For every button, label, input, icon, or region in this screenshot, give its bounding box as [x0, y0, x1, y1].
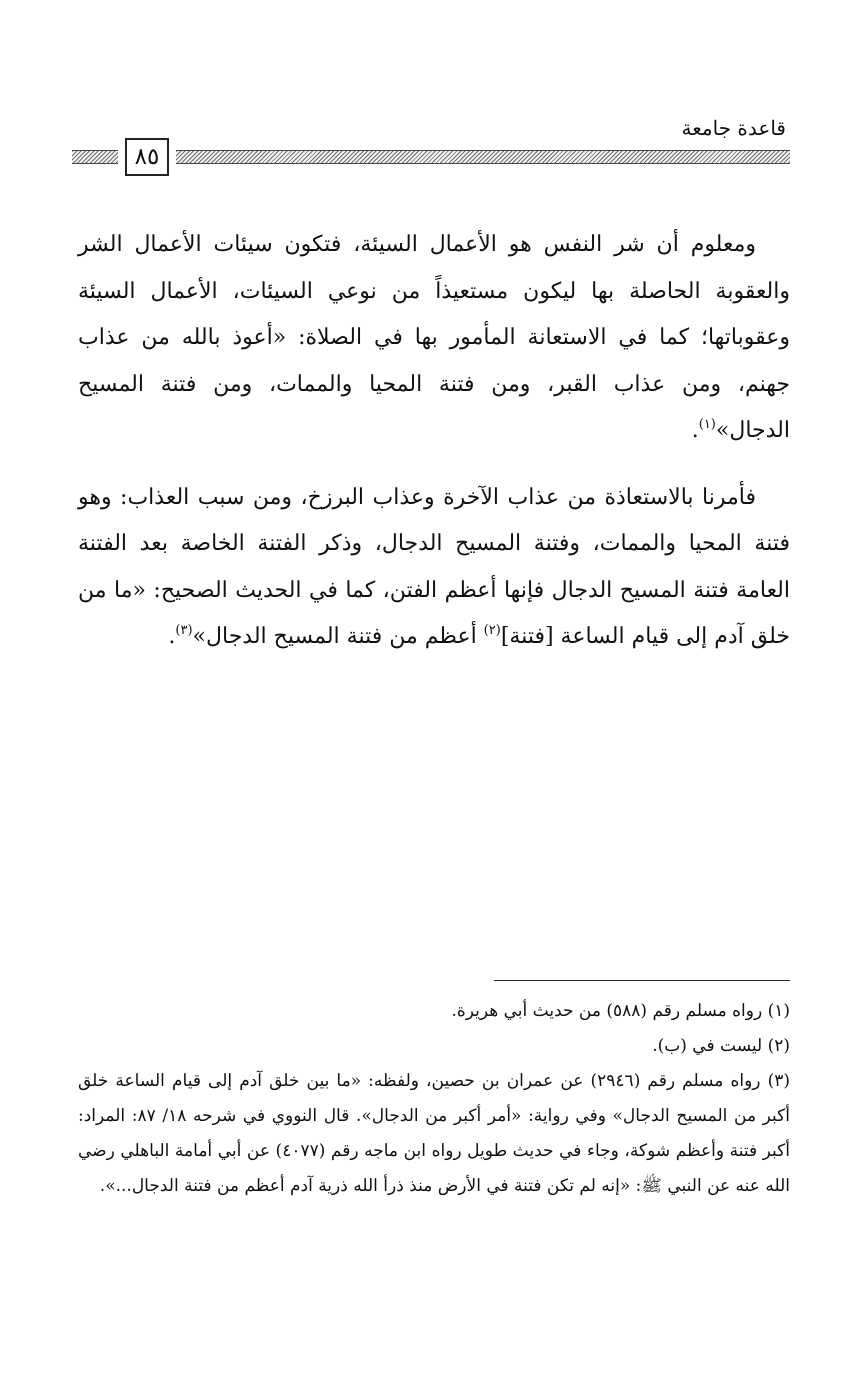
running-title: قاعدة جامعة [681, 116, 786, 140]
footnotes [78, 994, 790, 1204]
footnote-ref-3: (٣) [175, 623, 193, 638]
paragraph-2-text-a: فأمرنا بالاستعاذة من عذاب الآخرة وعذاب البرزخ، ومن سبب العذاب: وهو فتنة المحيا والممات، وفتنة المسيح الدجال، وذكر الفتنة الخاصة بعد الفتنة العامة فتنة المسيح الدجال فإنها أعظم الفتن، كما في الحديث الصحيح: «ما من خلق آدم إلى قيام الساعة [فتنة] [78, 484, 790, 649]
paragraph-2-text-b: أعظم من فتنة المسيح الدجال» [192, 624, 484, 649]
paragraph-1-end: . [691, 418, 699, 443]
paragraph-2-end: . [168, 624, 176, 649]
footnote-2: (٢) ليست في (ب). [652, 1036, 790, 1056]
paragraph-1 [78, 222, 790, 455]
header-ornament-left [72, 150, 118, 164]
paragraph-1-text: ومعلوم أن شر النفس هو الأعمال السيئة، فتكون سيئات الأعمال الشر والعقوبة الحاصلة بها ليكون مستعيذاً من نوعي السيئات، الأعمال السيئة وعقوباتها؛ كما في الاستعانة المأمور بها في الصلاة: «أعوذ بالله من عذاب جهنم، ومن عذاب القبر، ومن فتنة المحيا والممات، ومن فتنة المسيح الدجال» [78, 232, 790, 443]
footnote-ref-1: (١) [698, 417, 716, 432]
header-rule [72, 138, 790, 178]
main-text [78, 222, 790, 661]
footnote-1: (١) رواه مسلم رقم (٥٨٨) من حديث أبي هريرة. [451, 1001, 790, 1021]
paragraph-2 [78, 475, 790, 661]
footnote-separator [494, 980, 790, 981]
header-ornament-right [176, 150, 790, 164]
footnote-ref-2: (٢) [483, 623, 501, 638]
page-number: ٨٥ [125, 138, 169, 176]
footnote-3: (٣) رواه مسلم رقم (٢٩٤٦) عن عمران بن حصين، ولفظه: «ما بين خلق آدم إلى قيام الساعة خلق أكبر من المسيح الدجال» وفي رواية: «أمر أكبر من الدجال». قال النووي في شرحه ١٨/ ٨٧: المراد: أكبر فتنة وأعظم شوكة، وجاء في حديث طويل رواه ابن ماجه رقم (٤٠٧٧) عن أبي أمامة الباهلي رضي الله عنه عن النبي ﷺ: «إنه لم تكن فتنة في الأرض منذ ذرأ الله ذرية آدم أعظم من فتنة الدجال...». [78, 1071, 790, 1196]
